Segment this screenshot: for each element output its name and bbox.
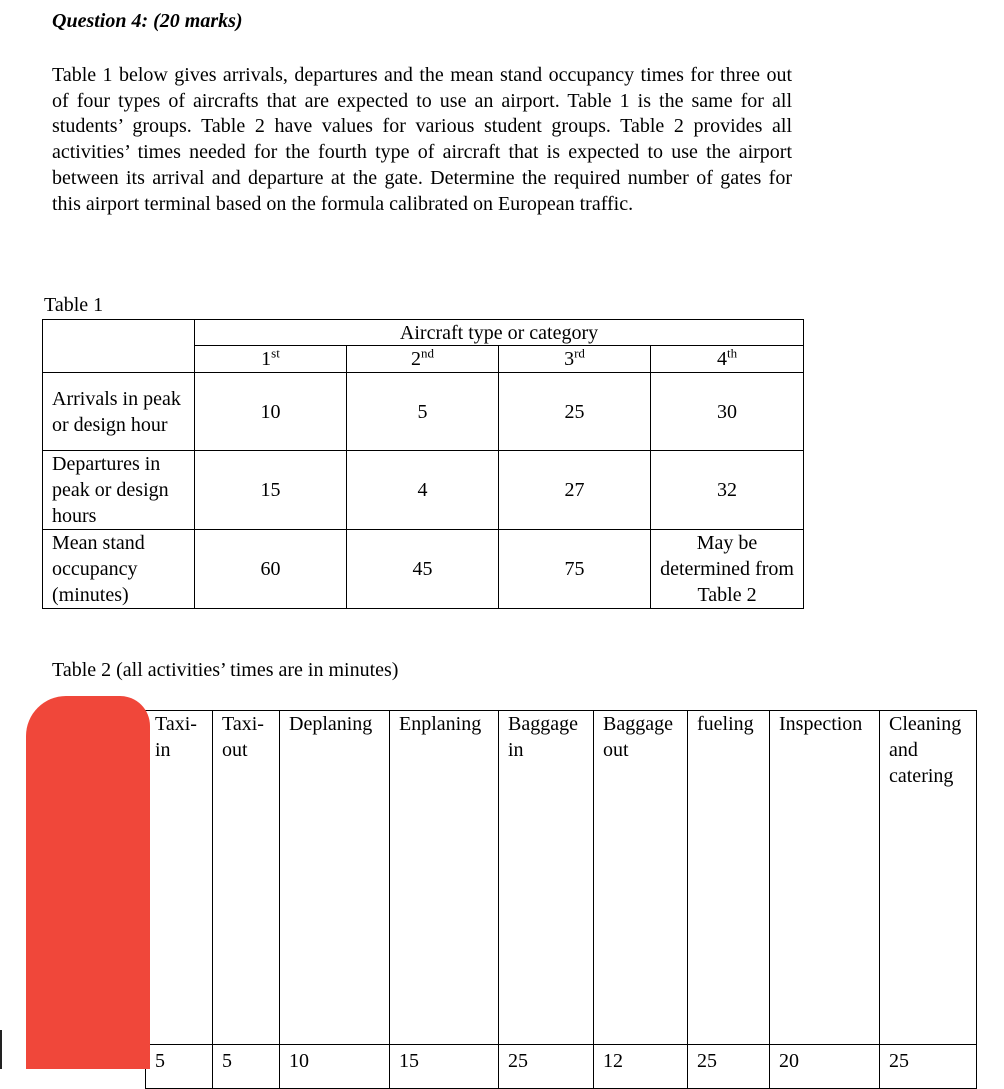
table1-col-header: 3rd bbox=[499, 346, 651, 373]
table1-cell: 27 bbox=[499, 451, 651, 530]
table1-row bbox=[43, 373, 804, 451]
question-paragraph: Table 1 below gives arrivals, departures and the mean stand occupancy times for three out of four types of aircrafts that are expected to use an airport. Table 1 is the same for all students’ groups. Table 2 have values for various student groups. Table 2 provides all activities’ times needed for the fourth type of aircraft that is expected to use the airport between its arrival and departure at the gate. Determine the required number of gates for this airport terminal based on the formula calibrated on European traffic. bbox=[52, 64, 792, 215]
table2-cell: 25 bbox=[880, 1045, 977, 1089]
table1-cell: 60 bbox=[195, 530, 347, 609]
table1-row-label: Mean stand occupancy (minutes) bbox=[43, 530, 195, 609]
table1-cell: 15 bbox=[195, 451, 347, 530]
table2-cell: 10 bbox=[280, 1045, 390, 1089]
table2-caption: Table 2 (all activities’ times are in minutes) bbox=[52, 659, 399, 681]
table1-row-label: Departures in peak or design hours bbox=[43, 451, 195, 530]
table2-header: Taxi-out bbox=[213, 711, 280, 1045]
table2-header: Taxi-in bbox=[146, 711, 213, 1045]
table1-row bbox=[43, 451, 804, 530]
table1-cell: 32 bbox=[651, 451, 804, 530]
redaction-scribble bbox=[26, 696, 150, 1069]
table1-caption: Table 1 bbox=[44, 294, 104, 316]
table1-row bbox=[43, 530, 804, 609]
table2-cell: 5 bbox=[213, 1045, 280, 1089]
table2-value-row bbox=[146, 1045, 977, 1089]
table1-group-header: Aircraft type or category bbox=[195, 320, 804, 346]
table2-cell: 25 bbox=[688, 1045, 770, 1089]
table2-cell: 20 bbox=[770, 1045, 880, 1089]
edge-mark bbox=[0, 1030, 2, 1069]
table1-cell: 75 bbox=[499, 530, 651, 609]
table2-header: Cleaning and catering bbox=[880, 711, 977, 1045]
table1-corner-cell bbox=[43, 320, 195, 373]
table1-cell: 4 bbox=[347, 451, 499, 530]
table2-cell: 12 bbox=[594, 1045, 688, 1089]
table1-row-label: Arrivals in peak or design hour bbox=[43, 373, 195, 451]
table2-header: fueling bbox=[688, 711, 770, 1045]
table1-col-header: 4th bbox=[651, 346, 804, 373]
table1-col-header: 1st bbox=[195, 346, 347, 373]
table1-cell: 5 bbox=[347, 373, 499, 451]
table2-cell: 5 bbox=[146, 1045, 213, 1089]
table2-cell: 15 bbox=[390, 1045, 499, 1089]
table2-header: Deplaning bbox=[280, 711, 390, 1045]
table2-header: Inspection bbox=[770, 711, 880, 1045]
table1-cell: 45 bbox=[347, 530, 499, 609]
table2-header: Baggage in bbox=[499, 711, 594, 1045]
table1-cell: May be determined from Table 2 bbox=[651, 530, 804, 609]
table1-cell: 10 bbox=[195, 373, 347, 451]
table2-cell: 25 bbox=[499, 1045, 594, 1089]
table1-cell: 30 bbox=[651, 373, 804, 451]
table1-col-header: 2nd bbox=[347, 346, 499, 373]
table2 bbox=[145, 710, 977, 1089]
table2-header: Baggage out bbox=[594, 711, 688, 1045]
table2-header: Enplaning bbox=[390, 711, 499, 1045]
table2-header-row bbox=[146, 711, 977, 1045]
table1 bbox=[42, 319, 804, 609]
table1-cell: 25 bbox=[499, 373, 651, 451]
question-heading: Question 4: (20 marks) bbox=[52, 10, 243, 32]
